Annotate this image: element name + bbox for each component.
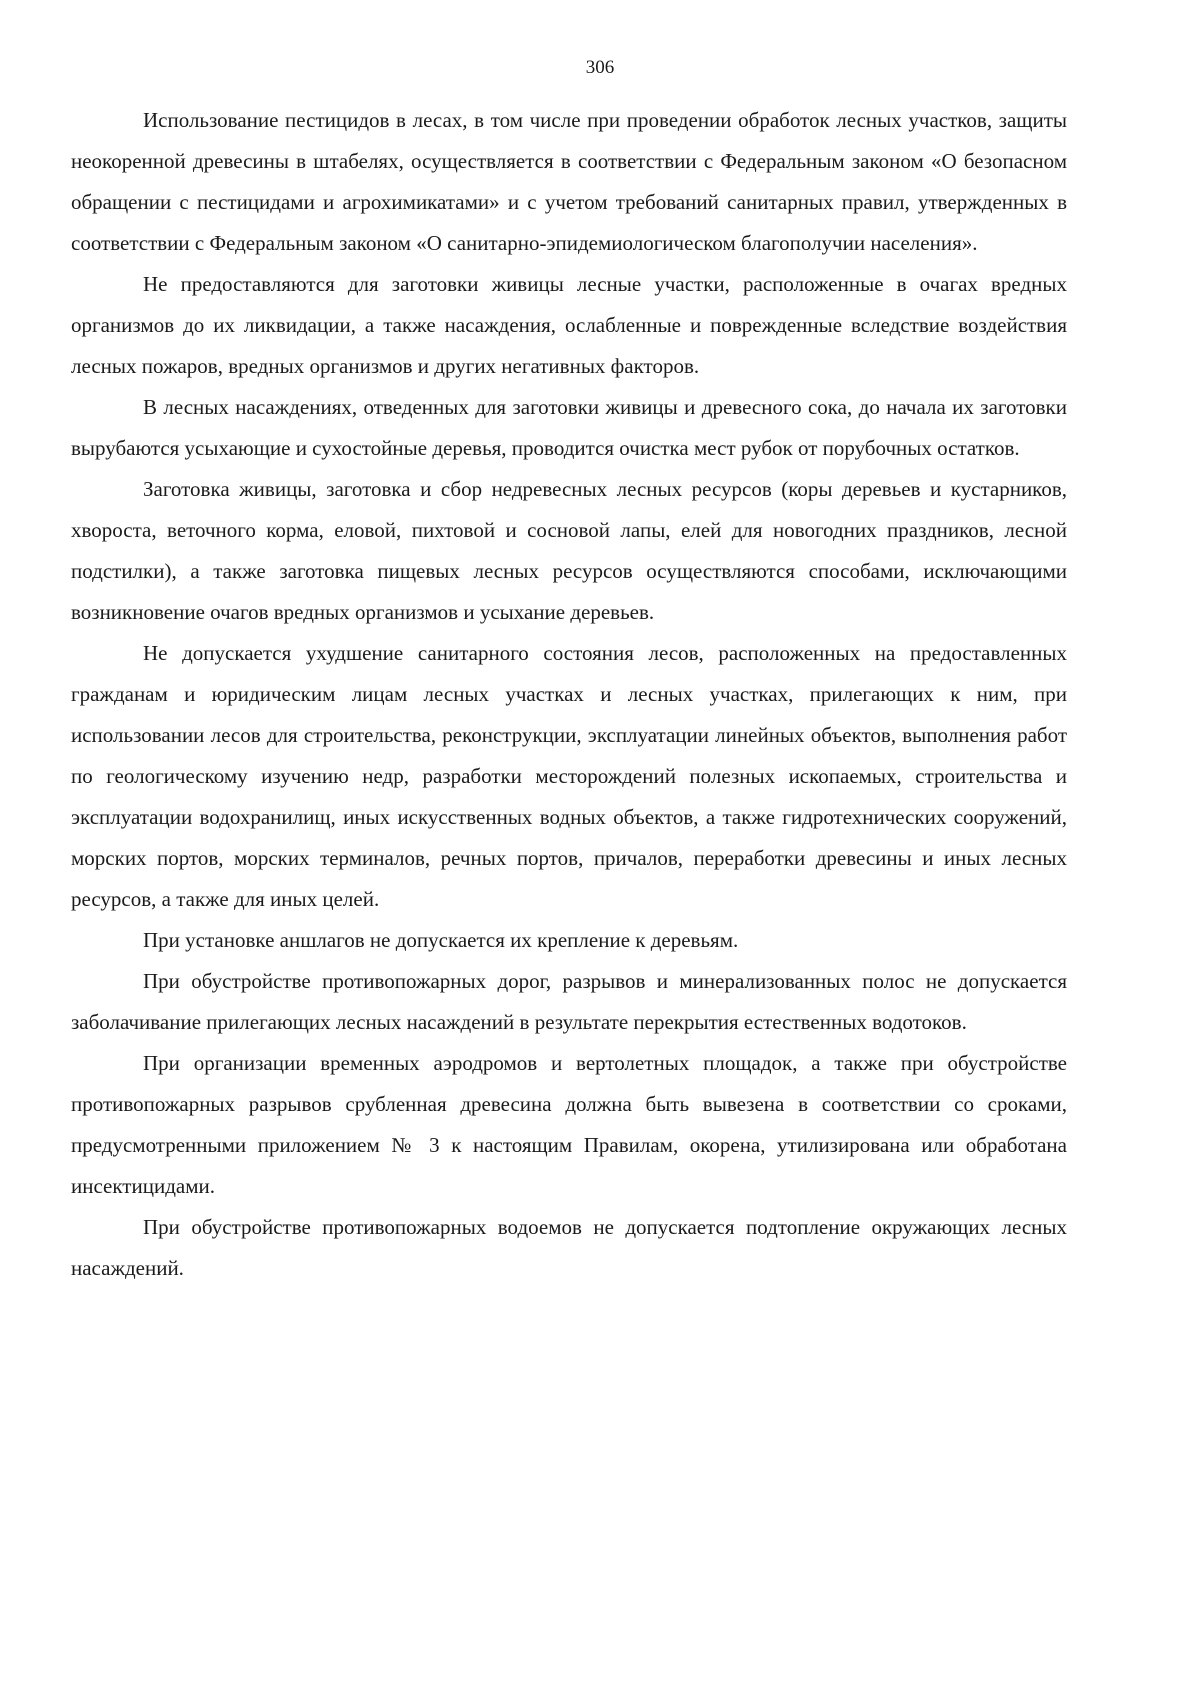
paragraph-signboards: При установке аншлагов не допускается их крепление к деревьям.: [143, 928, 739, 952]
paragraph-pesticides: Использование пестицидов в лесах, в том числе при проведении обработок лесных участков, защиты неокоренной древесины в штабелях, осуществляется в соответствии с Федеральным законом «О безопасном обращении с пестицидами и агрохимикатами» и с учетом требований санитарных правил, утвержденных в соответствии с Федеральным законом «О санитарно-эпидемиологическом благополучии населения».: [71, 108, 1067, 255]
document-body: [71, 100, 1067, 1289]
paragraph-sanitary-condition: Не допускается ухудшение санитарного состояния лесов, расположенных на предоставленных гражданам и юридическим лицам лесных участках и лесных участках, прилегающих к ним, при использовании лесов для строительства, реконструкции, эксплуатации линейных объектов, выполнения работ по геологическому изучению недр, разработки месторождений полезных ископаемых, строительства и эксплуатации водохранилищ, иных искусственных водных объектов, а также гидротехнических сооружений, морских портов, морских терминалов, речных портов, причалов, переработки древесины и иных лесных ресурсов, а также для иных целей.: [71, 641, 1067, 911]
paragraph-fire-roads: При обустройстве противопожарных дорог, разрывов и минерализованных полос не допускается заболачивание прилегающих лесных насаждений в результате перекрытия естественных водотоков.: [71, 969, 1067, 1034]
paragraph-non-timber-resources: Заготовка живицы, заготовка и сбор недревесных лесных ресурсов (коры деревьев и кустарников, хвороста, веточного корма, еловой, пихтовой и сосновой лапы, елей для новогодних праздников, лесной подстилки), а также заготовка пищевых лесных ресурсов осуществляются способами, исключающими возникновение очагов вредных организмов и усыхание деревьев.: [71, 477, 1067, 624]
paragraph-airfields: При организации временных аэродромов и вертолетных площадок, а также при обустройстве противопожарных разрывов срубленная древесина должна быть вывезена в соответствии со сроками, предусмотренными приложением № 3 к настоящим Правилам, окорена, утилизирована или обработана инсектицидами.: [71, 1051, 1067, 1198]
paragraph-fire-reservoirs: При обустройстве противопожарных водоемов не допускается подтопление окружающих лесных насаждений.: [71, 1215, 1067, 1280]
page-number: 306: [585, 57, 615, 78]
paragraph-sap-harvesting: В лесных насаждениях, отведенных для заготовки живицы и древесного сока, до начала их заготовки вырубаются усыхающие и сухостойные деревья, проводится очистка мест рубок от порубочных остатков.: [71, 395, 1067, 460]
paragraph-resin-plots: Не предоставляются для заготовки живицы лесные участки, расположенные в очагах вредных организмов до их ликвидации, а также насаждения, ослабленные и поврежденные вследствие воздействия лесных пожаров, вредных организмов и других негативных факторов.: [71, 272, 1067, 378]
